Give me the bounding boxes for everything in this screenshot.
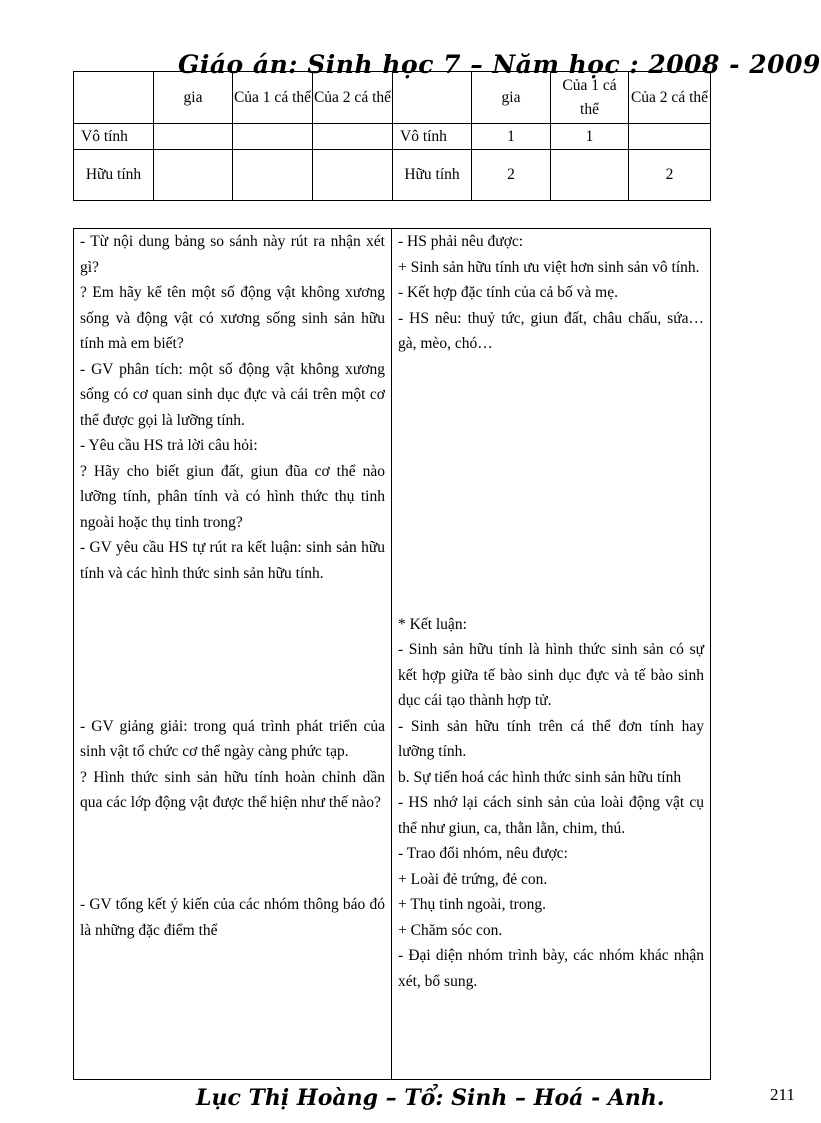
t1-h2: Của 1 cá thể (233, 72, 313, 124)
t2-right-18: - HS nhớ lại cách sinh sản của loài động vật cụ thể như giun, ca, thằn lằn, chim, thú. (398, 794, 704, 837)
t2-right-0: - HS phải nêu được: (398, 233, 524, 250)
t2-left-0: - Từ nội dung bảng so sánh này rút ra nhận xét gì? (80, 233, 385, 276)
header-clip (178, 48, 821, 79)
t2-left-6 (80, 586, 385, 612)
table1-header-row (74, 72, 711, 124)
t2-left-15 (80, 867, 385, 893)
t2-left-9 (80, 663, 385, 689)
t2-left-10 (80, 688, 385, 714)
t1-r1-c0: Hữu tính (74, 150, 154, 201)
t2-left-5: - GV yêu cầu HS tự rút ra kết luận: sinh sản hữu tính và các hình thức sinh sản hữu tính. (80, 539, 385, 582)
t1-r0-c3 (313, 124, 393, 150)
t2-right-23: - Đại diện nhóm trình bày, các nhóm khác nhận xét, bổ sung. (398, 947, 704, 990)
t1-h0 (74, 72, 154, 124)
comparison-table (73, 71, 711, 201)
t2-right-7 (398, 433, 704, 459)
t1-r1-c6 (551, 150, 629, 201)
t1-r0-c2 (233, 124, 313, 150)
t2-right-3: - HS nêu: thuỷ tức, giun đất, châu chấu, sứa… gà, mèo, chó… (398, 309, 704, 352)
t2-right-10 (398, 510, 704, 536)
t1-r1-c5: 2 (472, 150, 551, 201)
t1-r0-c6: 1 (551, 124, 629, 150)
document-header: Giáo án: Sinh học 7 – Năm học : 2008 - 2009 (178, 50, 821, 79)
t1-r1-c2 (233, 150, 313, 201)
t2-right-16: - Sinh sản hữu tính trên cá thể đơn tính hay lưỡng tính. (398, 717, 704, 760)
activity-table (73, 228, 711, 1080)
t1-h7: Của 2 cá thể (629, 72, 711, 124)
t1-r0-c1 (154, 124, 233, 150)
teacher-activities-column (74, 229, 392, 1080)
t2-left-16: - GV tổng kết ý kiến của các nhóm thông báo đó là những đặc điểm thể (80, 896, 385, 939)
t2-right-9 (398, 484, 704, 510)
t2-right-5 (398, 382, 704, 408)
t1-h5: gia (472, 72, 551, 124)
t2-left-12: ? Hình thức sinh sản hữu tính hoàn chỉnh dần qua các lớp động vật được thể hiện như thế nào? (80, 768, 385, 811)
student-activities-column (392, 229, 711, 1080)
t1-r1-c7: 2 (629, 150, 711, 201)
t1-h4 (393, 72, 472, 124)
t2-right-13 (398, 586, 704, 612)
t1-r0-c5: 1 (472, 124, 551, 150)
t2-right-20: + Loài đẻ trứng, đẻ con. (398, 870, 548, 888)
t1-r0-c4: Vô tính (393, 124, 472, 150)
t2-right-2: - Kết hợp đặc tính của cả bố và mẹ. (398, 284, 618, 301)
t2-right-1: + Sinh sản hữu tính ưu việt hơn sinh sản vô tính. (398, 258, 700, 276)
t1-h6: Của 1 cá thể (551, 72, 629, 124)
t2-right-6 (398, 408, 704, 434)
t2-left-13 (80, 816, 385, 842)
t2-left-7 (80, 612, 385, 638)
t2-left-8 (80, 637, 385, 663)
t1-h1: gia (154, 72, 233, 124)
t1-r1-c1 (154, 150, 233, 201)
t2-right-15: - Sinh sản hữu tính là hình thức sinh sản có sự kết hợp giữa tế bào sinh dục đực và tế bào sinh dục cái tạo thành hợp tử. (398, 641, 704, 709)
t2-left-14 (80, 841, 385, 867)
t2-right-11 (398, 535, 704, 561)
document-footer: Lục Thị Hoàng – Tổ: Sinh – Hoá - Anh. (196, 1085, 665, 1111)
table-row (74, 229, 711, 1080)
t2-right-8 (398, 459, 704, 485)
t2-right-12 (398, 561, 704, 587)
t2-right-14: * Kết luận: (398, 615, 467, 633)
t2-right-17: b. Sự tiến hoá các hình thức sinh sản hữu tính (398, 768, 682, 786)
t1-h3: Của 2 cá thể (313, 72, 393, 124)
t2-right-4 (398, 357, 704, 383)
t2-left-4: ? Hãy cho biết giun đất, giun đũa cơ thể nào lưỡng tính, phân tính và có hình thức thụ tinh ngoài hoặc thụ tinh trong? (80, 462, 385, 531)
table-row (74, 150, 711, 201)
t1-r0-c0: Vô tính (74, 124, 154, 150)
t2-left-1: ? Em hãy kể tên một số động vật không xương sống và động vật có xương sống sinh sản hữu tính mà em biết? (80, 284, 385, 352)
t2-left-2: - GV phân tích: một số động vật không xương sống có cơ quan sinh dục đực và cái trên một cơ thể được gọi là lưỡng tính. (80, 360, 385, 429)
t2-right-19: - Trao đổi nhóm, nêu được: (398, 845, 568, 862)
page-number: 211 (770, 1085, 795, 1104)
t1-r1-c4: Hữu tính (393, 150, 472, 201)
table-row (74, 124, 711, 150)
t2-left-11: - GV giảng giải: trong quá trình phát triển của sinh vật tổ chức cơ thể ngày càng phức tạp. (80, 717, 385, 760)
t1-r1-c3 (313, 150, 393, 201)
t1-r0-c7 (629, 124, 711, 150)
t2-right-21: + Thụ tinh ngoài, trong. (398, 896, 546, 913)
t2-left-3: - Yêu cầu HS trả lời câu hỏi: (80, 437, 258, 454)
t2-right-22: + Chăm sóc con. (398, 921, 503, 939)
